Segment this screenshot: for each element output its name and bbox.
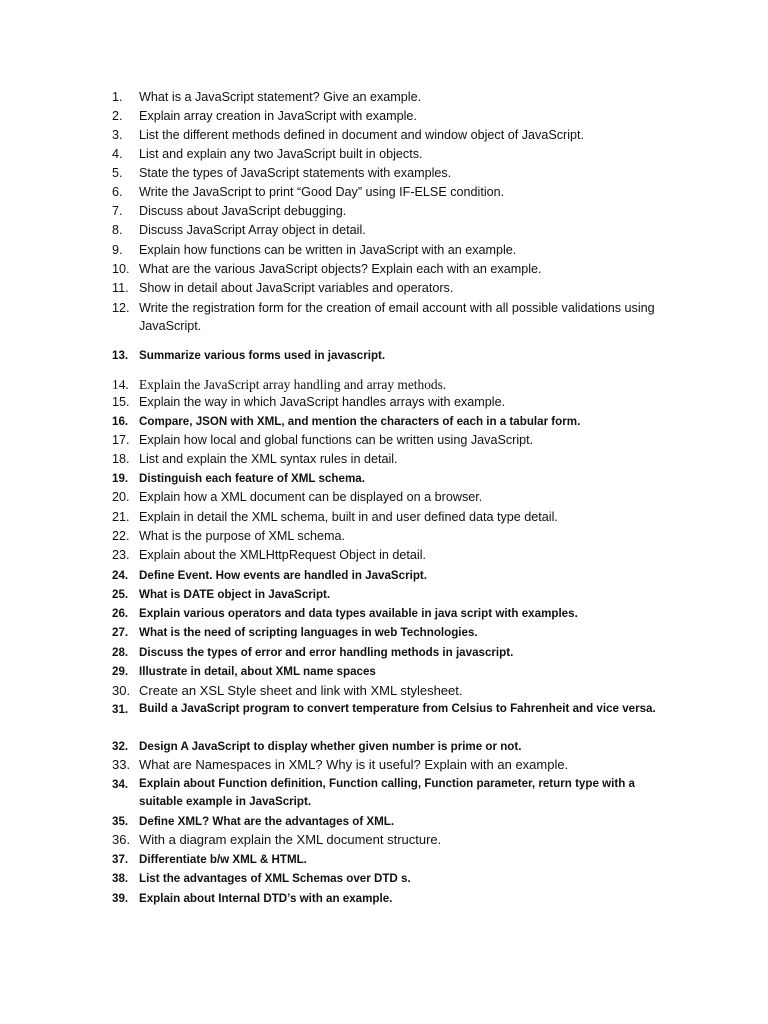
question-text: With a diagram explain the XML document structure. [139,832,442,847]
question-text: Create an XSL Style sheet and link with XML stylesheet. [139,683,463,698]
question-number: 5. [112,166,123,180]
question-text: Illustrate in detail, about XML name spaces [139,665,376,678]
question-number: 36. [112,832,131,847]
question-text: State the types of JavaScript statements with examples. [139,166,452,180]
question-number: 4. [112,147,123,161]
question-number: 9. [112,243,123,257]
question-text: Explain about Function definition, Function calling, Function parameter, return type with a suitable example in JavaScript. [139,777,635,808]
question-text: Build a JavaScript program to convert temperature from Celsius to Fahrenheit and vice versa. [139,702,656,715]
question-text: List the different methods defined in document and window object of JavaScript. [139,128,585,142]
question-number: 1. [112,90,123,104]
question-text: Explain about Internal DTD’s with an example. [139,892,393,905]
question-number: 12. [112,301,130,315]
question-text: What are Namespaces in XML? Why is it useful? Explain with an example. [139,757,569,772]
question-text: Explain array creation in JavaScript with example. [139,109,417,123]
question-text: What are the various JavaScript objects? Explain each with an example. [139,262,542,276]
question-text: Explain in detail the XML schema, built in and user defined data type detail. [139,510,558,524]
question-number: 8. [112,223,123,237]
question-number: 32. [112,740,129,753]
question-number: 14. [112,377,129,392]
question-text: Explain about the XMLHttpRequest Object in detail. [139,548,427,562]
question-text: Explain how functions can be written in JavaScript with an example. [139,243,517,257]
question-number: 6. [112,185,123,199]
question-text: Write the JavaScript to print “Good Day” using IF-ELSE condition. [139,185,505,199]
question-text: What is the need of scripting languages in web Technologies. [139,626,478,639]
question-number: 3. [112,128,123,142]
question-text: What is a JavaScript statement? Give an example. [139,90,422,104]
question-number: 28. [112,646,129,659]
question-text: Define XML? What are the advantages of XML. [139,815,395,828]
question-text: Explain how a XML document can be displayed on a browser. [139,490,483,504]
question-number: 22. [112,529,130,543]
question-text: What is DATE object in JavaScript. [139,588,331,601]
question-number: 39. [112,892,129,905]
question-number: 30. [112,683,131,698]
question-number: 15. [112,395,130,409]
question-text: Explain how local and global functions can be written using JavaScript. [139,433,534,447]
question-text: List and explain the XML syntax rules in detail. [139,452,398,466]
question-text: List the advantages of XML Schemas over DTD s. [139,872,411,885]
question-text: Explain the JavaScript array handling and array methods. [139,377,447,392]
question-text: Discuss JavaScript Array object in detail. [139,223,366,237]
question-number: 2. [112,109,123,123]
question-text: Write the registration form for the creation of email account with all possible validations using JavaScript. [139,301,655,333]
question-number: 34. [112,778,129,791]
question-number: 38. [112,872,129,885]
question-number: 21. [112,510,130,524]
question-number: 33. [112,757,131,772]
question-text: Design A JavaScript to display whether given number is prime or not. [139,740,522,753]
question-number: 20. [112,490,130,504]
question-number: 37. [112,853,129,866]
question-text: Differentiate b/w XML & HTML. [139,853,307,866]
question-number: 26. [112,607,129,620]
question-number: 10. [112,262,130,276]
question-number: 13. [112,349,129,362]
question-text: Distinguish each feature of XML schema. [139,472,365,485]
question-text: Discuss about JavaScript debugging. [139,204,347,218]
question-text: What is the purpose of XML schema. [139,529,346,543]
question-number: 7. [112,204,123,218]
question-number: 18. [112,452,130,466]
question-text: Discuss the types of error and error handling methods in javascript. [139,646,514,659]
question-number: 16. [112,415,129,428]
question-number: 31. [112,703,129,716]
question-text: Explain various operators and data types available in java script with examples. [139,607,578,620]
question-number: 11. [112,281,129,295]
question-text: Show in detail about JavaScript variables and operators. [139,281,454,295]
question-number: 23. [112,548,130,562]
question-text: Explain the way in which JavaScript handles arrays with example. [139,395,506,409]
question-number: 27. [112,626,129,639]
question-number: 25. [112,588,129,601]
question-text: Define Event. How events are handled in JavaScript. [139,569,428,582]
question-text: Compare, JSON with XML, and mention the characters of each in a tabular form. [139,415,581,428]
question-number: 17. [112,433,130,447]
question-number: 19. [112,472,129,485]
question-number: 24. [112,569,129,582]
question-number: 35. [112,815,129,828]
question-number: 29. [112,665,129,678]
question-text: Summarize various forms used in javascript. [139,349,386,362]
question-text: List and explain any two JavaScript built in objects. [139,147,423,161]
